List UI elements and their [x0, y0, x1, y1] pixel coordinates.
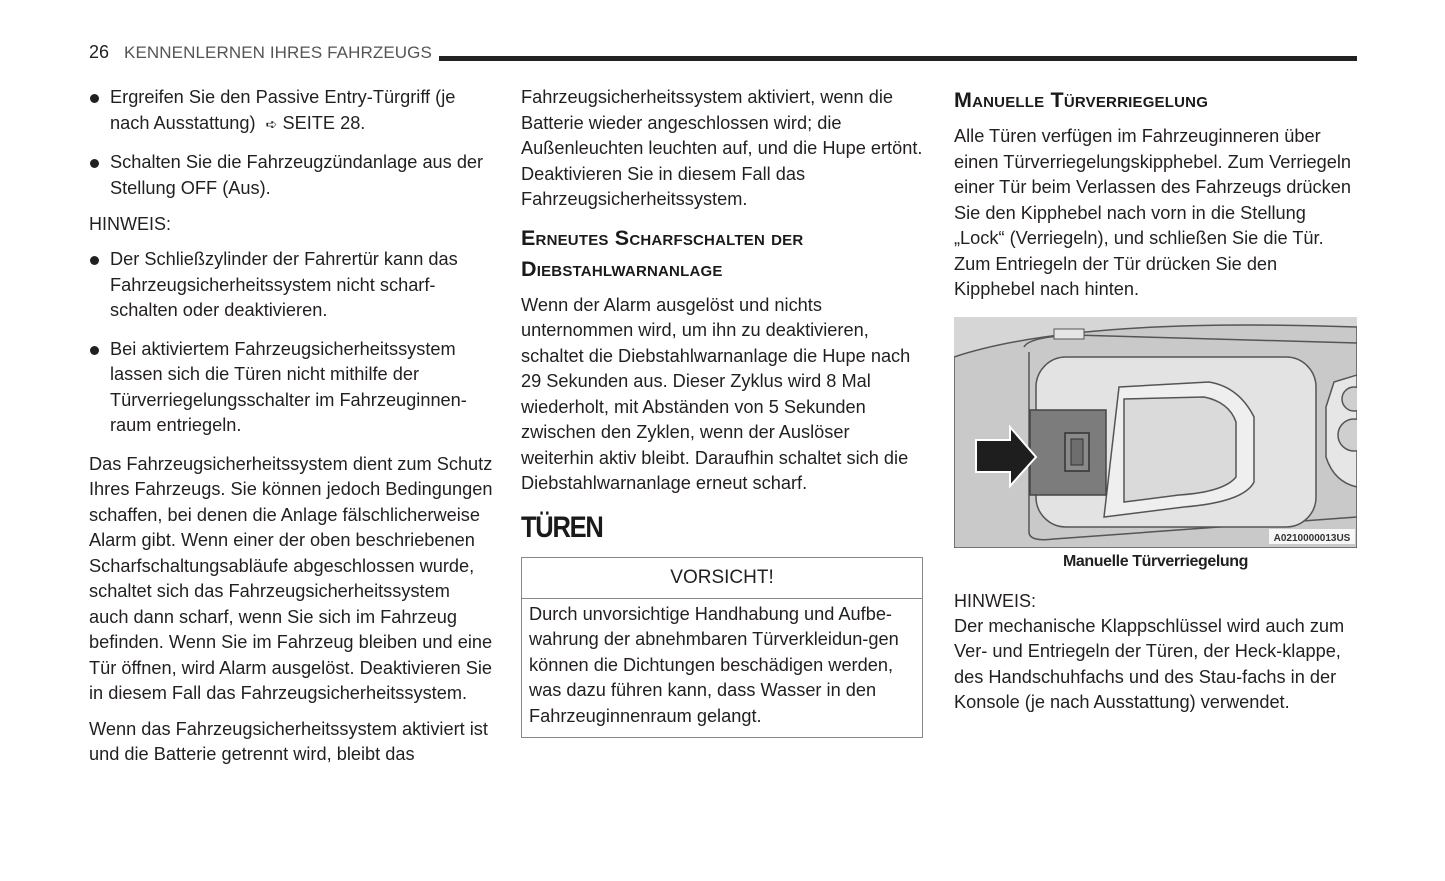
list-item: Schalten Sie die Fahrzeugzündanlage aus der Stellung OFF (Aus). — [89, 150, 494, 201]
body-paragraph: Alle Türen verfügen im Fahrzeuginneren über einen Türverriegelungskipphebel. Zum Verriegeln einer Tür beim Verlassen des Fahrzeugs drücken Sie den Kipphebel nach vorn in die Stellung „Lock“ (Verriegeln), und schließen Sie die Tür. Zum Entriegeln der Tür drücken Sie den Kipphebel nach hinten. — [954, 126, 1351, 299]
note-text: Der mechanische Klappschlüssel wird auch zum Ver- und Entriegeln der Türen, der Heck-klappe, des Handschuhfachs und des Stau-fachs in der Konsole (je nach Ausstattung) verwendet. — [954, 615, 1345, 712]
page-reference-arrow-icon: ➪ — [265, 115, 278, 132]
figure-caption: Manuelle Türverriegelung — [1062, 552, 1249, 570]
caution-box — [521, 557, 923, 739]
page-header — [89, 42, 1357, 66]
note-label: HINWEIS: — [89, 214, 172, 234]
page-reference-link[interactable]: SEITE 28. — [282, 112, 366, 133]
body-paragraph: Wenn der Alarm ausgelöst und nichts unternommen wird, um ihn zu deaktivieren, schaltet die Diebstahlwarnanlage die Hupe nach 29 Sekunden aus. Dieser Zyklus wird 8 Mal wiederholt, mit Abständen von 5 Sekunden zwischen den Zyklen, wenn der Auslöser weiterhin aktiv bleibt. Daraufhin schaltet sich die Diebstahlwarnanlage erneut scharf. — [521, 294, 911, 493]
section-heading: Erneutes Scharfschalten der Diebstahlwarnanlage — [521, 225, 804, 281]
chapter-heading: TÜREN — [521, 510, 603, 544]
column-3 — [954, 85, 1358, 716]
bullet-list-top — [89, 85, 494, 201]
body-paragraph: Wenn das Fahrzeugsicherheitssystem aktiviert ist und die Batterie getrennt wird, bleibt das — [89, 718, 488, 764]
column-1 — [89, 85, 494, 778]
list-item: Ergreifen Sie den Passive Entry-Türgriff (je nach Ausstattung) ➪ SEITE 28. — [89, 85, 494, 137]
door-lock-illustration — [954, 317, 1357, 548]
body-paragraph: Das Fahrzeugsicherheitssystem dient zum Schutz Ihres Fahrzeugs. Sie können jedoch Bedingungen schaffen, bei denen die Anlage fälschlicherweise Alarm gibt. Wenn einer der oben beschriebenen Scharfschaltungsabläufe abgeschlossen wurde, schaltet sich das Fahrzeugsicherheitssystem auch dann scharf, wenn Sie sich im Fahrzeug befinden. Wenn Sie im Fahrzeug bleiben und eine Tür öffnen, wird Alarm ausgelöst. Deaktivieren Sie in diesem Fall das Fahrzeugsicherheitssystem. — [89, 453, 493, 703]
list-item: Bei aktiviertem Fahrzeugsicherheitssystem lassen sich die Türen nicht mithilfe der Türverriegelungsschalter im Fahrzeuginnen-raum entriegeln. — [89, 337, 494, 439]
note-block — [954, 589, 1358, 716]
body-paragraph-continued: Fahrzeugsicherheitssystem aktiviert, wenn die Batterie wieder angeschlossen wird; die Außenleuchten leuchten auf, und die Hupe ertönt. Deaktivieren Sie in diesem Fall das Fahrzeugsicherheitssystem. — [521, 87, 923, 209]
section-heading: Manuelle Türverriegelung — [954, 88, 1209, 112]
figure-image-code: A0210000013US — [1273, 532, 1351, 544]
figure — [954, 317, 1357, 571]
caution-title: VORSICHT! — [522, 558, 922, 599]
bullet-icon — [90, 346, 99, 355]
page-number: 26 — [89, 42, 110, 62]
section-running-title: KENNENLERNEN IHRES FAHRZEUGS — [124, 43, 432, 62]
list-item: Der Schließzylinder der Fahrertür kann das Fahrzeugsicherheitssystem nicht scharf-schalten oder deaktivieren. — [89, 247, 494, 324]
caution-text: Durch unvorsichtige Handhabung und Aufbe-wahrung der abnehmbaren Türverkleidun-gen können die Dichtungen beschädigen werden, was dazu führen kann, dass Wasser in den Fahrzeuginnenraum gelangt. — [529, 603, 899, 726]
header-rule — [439, 56, 1357, 61]
bullet-icon — [90, 94, 99, 103]
bullet-icon — [90, 256, 99, 265]
note-bullet-list — [89, 247, 494, 439]
column-2 — [521, 85, 926, 738]
note-label: HINWEIS: — [954, 590, 1037, 611]
bullet-icon — [90, 159, 99, 168]
